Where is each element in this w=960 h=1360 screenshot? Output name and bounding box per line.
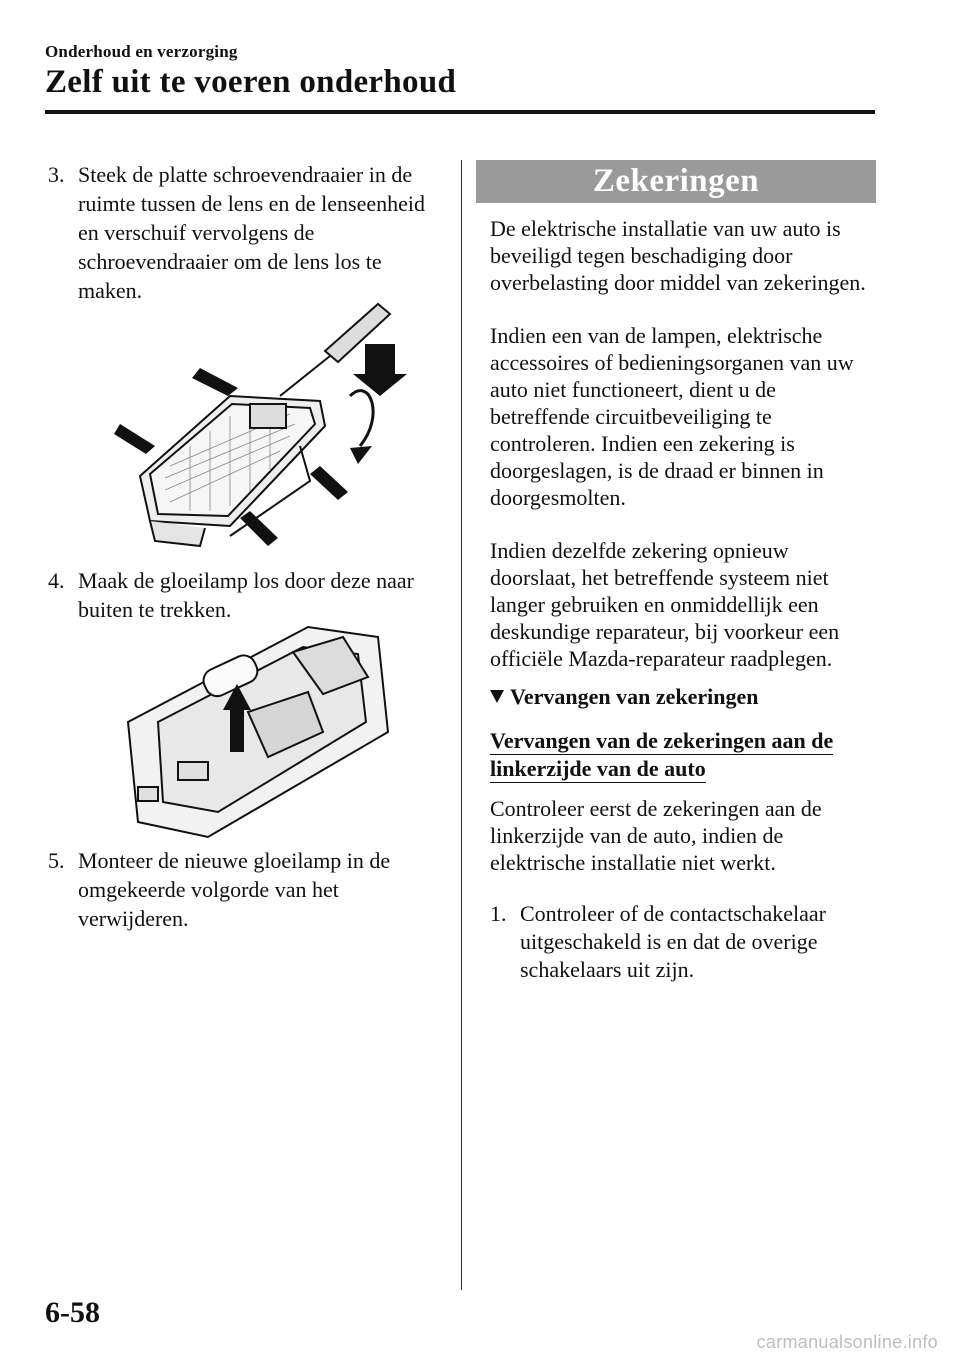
step-1 <box>490 900 875 984</box>
step-number: 1. <box>490 901 507 926</box>
step-4 <box>48 566 448 624</box>
triangle-down-icon <box>490 690 504 703</box>
bulb-removal-illustration <box>108 622 398 842</box>
page-number: 6-58 <box>45 1296 100 1329</box>
column-divider <box>461 160 462 1290</box>
step-number: 5. <box>48 848 65 873</box>
section-banner: Zekeringen <box>476 160 876 203</box>
paragraph-left-side: Controleer eerst de zekeringen aan de linkerzijde van de auto, indien de elektrische installatie niet werkt. <box>490 796 822 875</box>
header-rule <box>45 110 875 114</box>
step-number: 3. <box>48 162 65 187</box>
underlined-heading: Vervangen van de zekeringen aan de linkerzijde van de auto <box>490 728 834 781</box>
page-title: Zelf uit te voeren onderhoud <box>45 64 457 100</box>
watermark: carmanualsonline.info <box>756 1332 938 1352</box>
step-text: Steek de platte schroevendraaier in de ruimte tussen de lens en de lenseenheid en verschuif vervolgens de schroevendraaier om de lens los te maken. <box>78 162 426 303</box>
section-label: Onderhoud en verzorging <box>45 42 238 61</box>
step-3 <box>48 160 448 305</box>
step-number: 4. <box>48 568 65 593</box>
intro-paragraph: De elektrische installatie van uw auto is beveiligd tegen beschadiging door overbelasting door middel van zekeringen. <box>490 216 866 295</box>
lens-removal-illustration <box>110 296 410 556</box>
step-text: Controleer of de contactschakelaar uitgeschakeld is en dat de overige schakelaars uit zijn. <box>520 901 827 982</box>
paragraph-check-circuit: Indien een van de lampen, elektrische accessoires of bedieningsorganen van uw auto niet functioneert, dient u de betreffende circuitbeveiliging te controleren. Indien een zekering is doorgeslagen, is de draad er binnen in doorgesmolten. <box>490 323 854 510</box>
step-text: Monteer de nieuwe gloeilamp in de omgekeerde volgorde van het verwijderen. <box>78 848 391 931</box>
step-text: Maak de gloeilamp los door deze naar buiten te trekken. <box>78 568 414 622</box>
step-5 <box>48 846 448 933</box>
subheading-replace-fuses: Vervangen van zekeringen <box>490 684 759 710</box>
paragraph-repeat-blow: Indien dezelfde zekering opnieuw doorslaat, het betreffende systeem niet langer gebruiken en onmiddellijk een deskundige reparateur, bij voorkeur een officiële Mazda-reparateur raadplegen. <box>490 538 840 671</box>
